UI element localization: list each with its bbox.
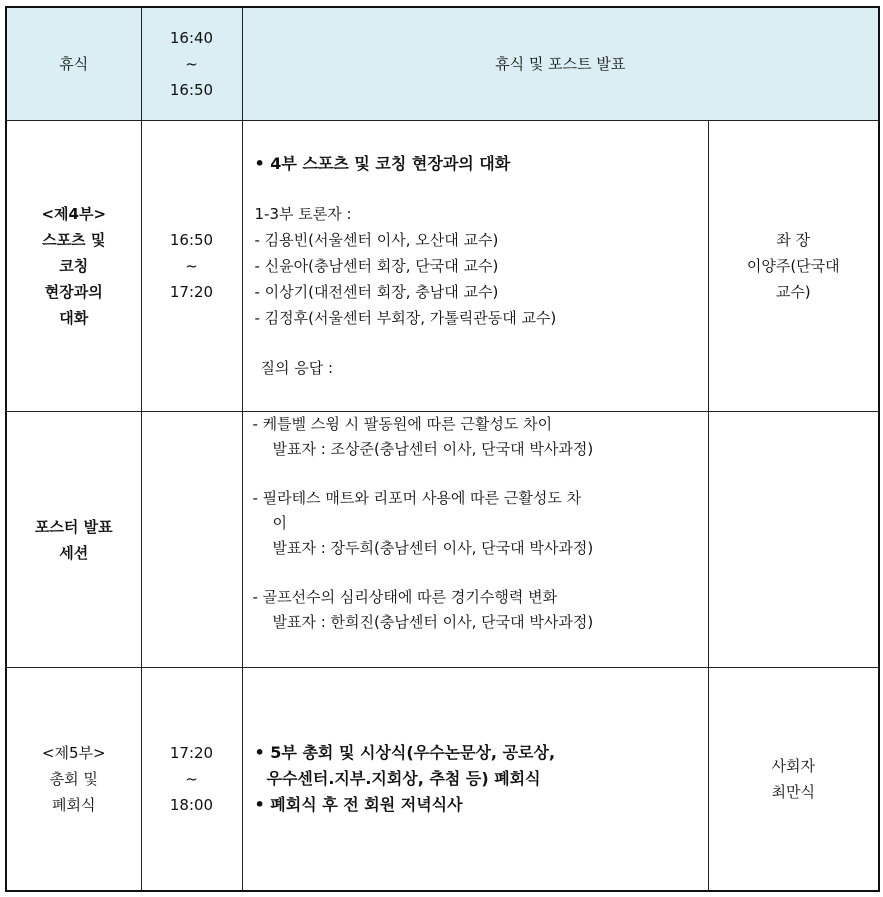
schedule-table bbox=[5, 6, 880, 892]
content-cell bbox=[242, 668, 708, 892]
part4-title: • 4부 스포츠 및 코칭 현장과의 대화 bbox=[254, 154, 511, 173]
qa-label: 질의 응답 : bbox=[260, 359, 334, 377]
section-label: 휴식 bbox=[59, 55, 89, 73]
time-cell bbox=[141, 412, 242, 668]
section-line: <제5부> bbox=[41, 744, 106, 762]
poster-title: - 케틀벨 스윙 시 팔동원에 따른 근활성도 차이 bbox=[252, 415, 553, 433]
section-line: 현장과의 bbox=[44, 283, 103, 301]
poster-title-continued: 이 bbox=[272, 514, 287, 532]
time-separator: ~ bbox=[185, 257, 198, 275]
section-cell bbox=[6, 412, 141, 668]
part5-line: 우수센터.지부.지회상, 추첨 등) 폐회식 bbox=[266, 769, 541, 788]
table-row-part4 bbox=[6, 121, 879, 412]
break-content: 휴식 및 포스트 발표 bbox=[495, 55, 626, 73]
section-line: 코칭 bbox=[59, 257, 89, 275]
content-cell bbox=[242, 121, 708, 412]
table-row-break bbox=[6, 7, 879, 121]
content-cell bbox=[242, 412, 708, 668]
poster-title: - 골프선수의 심리상태에 따른 경기수행력 변화 bbox=[252, 588, 558, 606]
time-start: 16:40 bbox=[169, 29, 214, 47]
content-cell bbox=[242, 7, 879, 121]
section-line: 포스터 발표 bbox=[34, 517, 113, 536]
poster-title: - 필라테스 매트와 리포머 사용에 따른 근활성도 차 bbox=[252, 489, 582, 507]
host-line: 사회자 bbox=[771, 757, 815, 775]
section-line: 스포츠 및 bbox=[42, 231, 106, 249]
time-separator: ~ bbox=[185, 770, 198, 788]
time-end: 18:00 bbox=[169, 796, 214, 814]
section-line: 대화 bbox=[59, 309, 89, 327]
poster-presenter: 발표자 : 한희진(충남센터 이사, 단국대 박사과정) bbox=[272, 613, 594, 631]
time-cell bbox=[141, 668, 242, 892]
discussants-label: 1-3부 토론자 : bbox=[254, 205, 352, 223]
part5-line: • 폐회식 후 전 회원 저녁식사 bbox=[254, 795, 463, 814]
time-start: 16:50 bbox=[169, 231, 214, 249]
discussant-item: - 이상기(대전센터 회장, 충남대 교수) bbox=[254, 283, 499, 301]
host-cell bbox=[708, 668, 879, 892]
time-start: 17:20 bbox=[169, 744, 214, 762]
discussant-item: - 김정후(서울센터 부회장, 가톨릭관동대 교수) bbox=[254, 309, 557, 327]
section-line: <제4부> bbox=[41, 205, 107, 223]
poster-presenter: 발표자 : 조상준(충남센터 이사, 단국대 박사과정) bbox=[272, 440, 594, 458]
discussant-item: - 김용빈(서울센터 이사, 오산대 교수) bbox=[254, 231, 499, 249]
section-cell bbox=[6, 668, 141, 892]
table-row-part5 bbox=[6, 668, 879, 892]
table-row-poster bbox=[6, 412, 879, 668]
chair-cell bbox=[708, 121, 879, 412]
section-cell bbox=[6, 121, 141, 412]
poster-presenter: 발표자 : 장두희(충남센터 이사, 단국대 박사과정) bbox=[272, 539, 594, 557]
section-line: 세션 bbox=[59, 543, 89, 562]
time-cell bbox=[141, 121, 242, 412]
time-end: 16:50 bbox=[169, 81, 214, 99]
time-cell bbox=[141, 7, 242, 121]
time-end: 17:20 bbox=[169, 283, 214, 301]
host-line: 최만식 bbox=[771, 783, 815, 801]
part5-line: • 5부 총회 및 시상식(우수논문상, 공로상, bbox=[254, 743, 556, 762]
chair-cell bbox=[708, 412, 879, 668]
chair-line: 좌 장 bbox=[776, 231, 811, 249]
section-line: 총회 및 bbox=[49, 770, 98, 788]
discussant-item: - 신윤아(충남센터 회장, 단국대 교수) bbox=[254, 257, 499, 275]
time-separator: ~ bbox=[185, 55, 198, 73]
section-line: 폐회식 bbox=[52, 796, 96, 814]
chair-line: 이양주(단국대 bbox=[746, 257, 840, 275]
chair-line: 교수) bbox=[775, 283, 811, 301]
section-cell bbox=[6, 7, 141, 121]
